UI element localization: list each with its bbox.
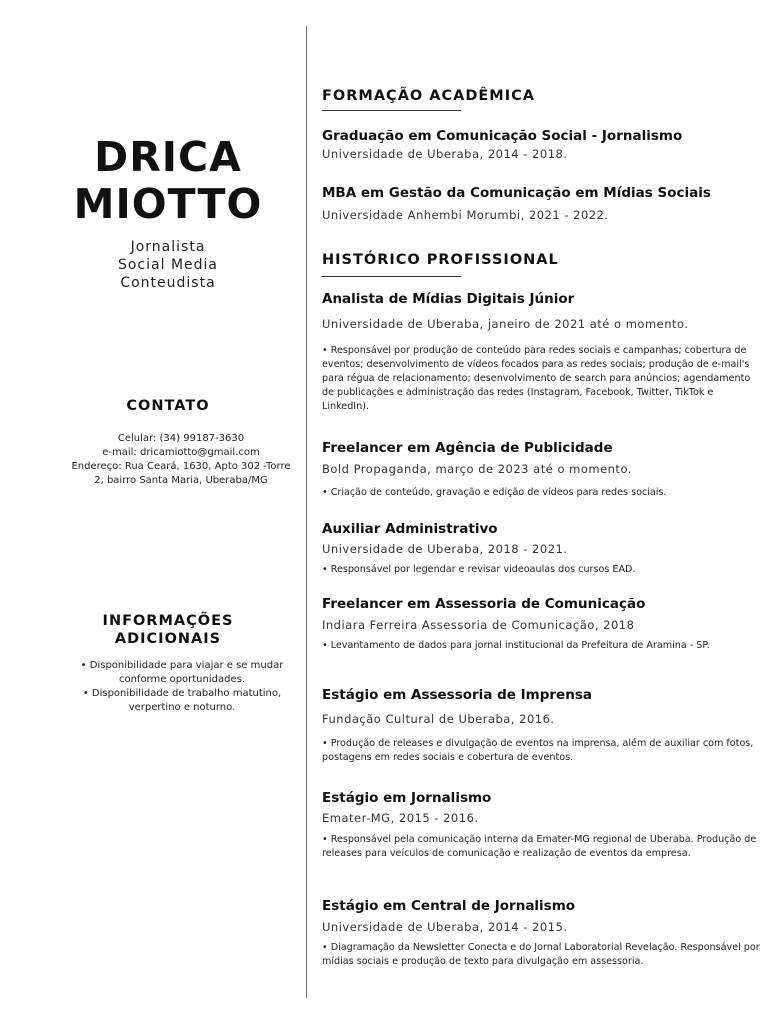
experience-entry-description: • Criação de conteúdo, gravação e edição de vídeos para redes sociais. <box>322 487 667 498</box>
experience-entry-subtitle: Indiara Ferreira Assessoria de Comunicação, 2018 <box>322 618 635 632</box>
contact-heading: CONTATO <box>126 398 210 414</box>
education-entry-title: MBA em Gestão da Comunicação em Mídias Sociais <box>322 185 711 201</box>
contact-details <box>58 432 304 488</box>
contact-address-line1: Endereço: Rua Ceará, 1630, Apto 302 -Torre <box>71 461 291 472</box>
experience-entry-description: • Responsável pela comunicação interna da Emater-MG regional de Uberaba. Produção de releases para veículos de comunicação e realização de eventos da empresa. <box>322 834 757 859</box>
experience-heading-rule <box>322 276 461 277</box>
role-item: Social Media <box>117 257 218 273</box>
experience-entry-subtitle: Universidade de Uberaba, janeiro de 2021 até o momento. <box>322 317 689 331</box>
experience-entry-title: Analista de Mídias Digitais Júnior <box>322 291 575 307</box>
experience-entry-subtitle: Bold Propaganda, março de 2023 até o momento. <box>322 462 632 476</box>
experience-entry-title: Freelancer em Assessoria de Comunicação <box>322 596 646 612</box>
experience-entry-title: Estágio em Assessoria de Imprensa <box>322 687 592 703</box>
education-entry-title: Graduação em Comunicação Social - Jornalismo <box>322 128 683 144</box>
experience-entry-description: • Responsável por produção de conteúdo para redes sociais e campanhas; cobertura de eventos; desenvolvimento de vídeos focados para as redes sociais; produção de e-mail's para régua de relacionamento; desenvolvimento de search para anúncios; agendamento de publicações e administração das redes (Instagram, Facebook, Twitter, TikTok e LinkedIn). <box>322 345 751 412</box>
experience-heading: HISTÓRICO PROFISSIONAL <box>322 252 559 268</box>
column-divider <box>306 26 307 998</box>
education-entry-subtitle: Universidade Anhembi Morumbi, 2021 - 2022. <box>322 208 609 222</box>
experience-entry-subtitle: Universidade de Uberaba, 2014 - 2015. <box>322 920 568 934</box>
experience-entry-title: Auxiliar Administrativo <box>322 521 498 537</box>
contact-phone: Celular: (34) 99187-3630 <box>117 433 245 444</box>
contact-address-line2: 2, bairro Santa Maria, Uberaba/MG <box>94 475 268 486</box>
additional-info-list <box>70 659 294 715</box>
education-entry-subtitle: Universidade de Uberaba, 2014 - 2018. <box>322 147 568 161</box>
experience-entry-subtitle: Universidade de Uberaba, 2018 - 2021. <box>322 542 568 556</box>
additional-info-heading-line1: INFORMAÇÕES <box>102 613 234 629</box>
additional-info-item: • Disponibilidade de trabalho matutino, verpertino e noturno. <box>82 688 282 713</box>
candidate-name <box>56 134 280 228</box>
experience-entry-subtitle: Emater-MG, 2015 - 2016. <box>322 811 479 825</box>
experience-entry-title: Estágio em Jornalismo <box>322 790 492 806</box>
contact-email: e-mail: dricamiotto@gmail.com <box>102 447 260 458</box>
name-last: MIOTTO <box>73 180 263 228</box>
experience-entry-description: • Diagramação da Newsletter Conecta e do Jornal Laboratorial Revelação. Responsável por mídias sociais e produção de texto para divulgação em assessoria. <box>322 942 760 967</box>
roles-list <box>56 238 280 292</box>
experience-entry-description: • Produção de releases e divulgação de eventos na imprensa, além de auxiliar com fotos, postagens em redes sociais e cobertura de eventos. <box>322 738 754 763</box>
education-heading: FORMAÇÃO ACADÊMICA <box>322 88 535 104</box>
experience-entry-subtitle: Fundação Cultural de Uberaba, 2016. <box>322 712 555 726</box>
name-first: DRICA <box>94 133 242 181</box>
additional-info-heading-line2: ADICIONAIS <box>114 631 222 647</box>
experience-entry-title: Estágio em Central de Jornalismo <box>322 898 576 914</box>
additional-info-item: • Disponibilidade para viajar e se mudar conforme oportunidades. <box>80 660 284 685</box>
experience-entry-title: Freelancer em Agência de Publicidade <box>322 440 613 456</box>
role-item: Jornalista <box>130 239 206 255</box>
role-item: Conteudista <box>120 275 216 291</box>
education-heading-rule <box>322 110 461 111</box>
experience-entry-description: • Responsável por legendar e revisar videoaulas dos cursos EAD. <box>322 564 636 575</box>
additional-info-heading <box>56 612 280 648</box>
experience-entry-description: • Levantamento de dados para jornal institucional da Prefeitura de Aramina - SP. <box>322 640 710 651</box>
